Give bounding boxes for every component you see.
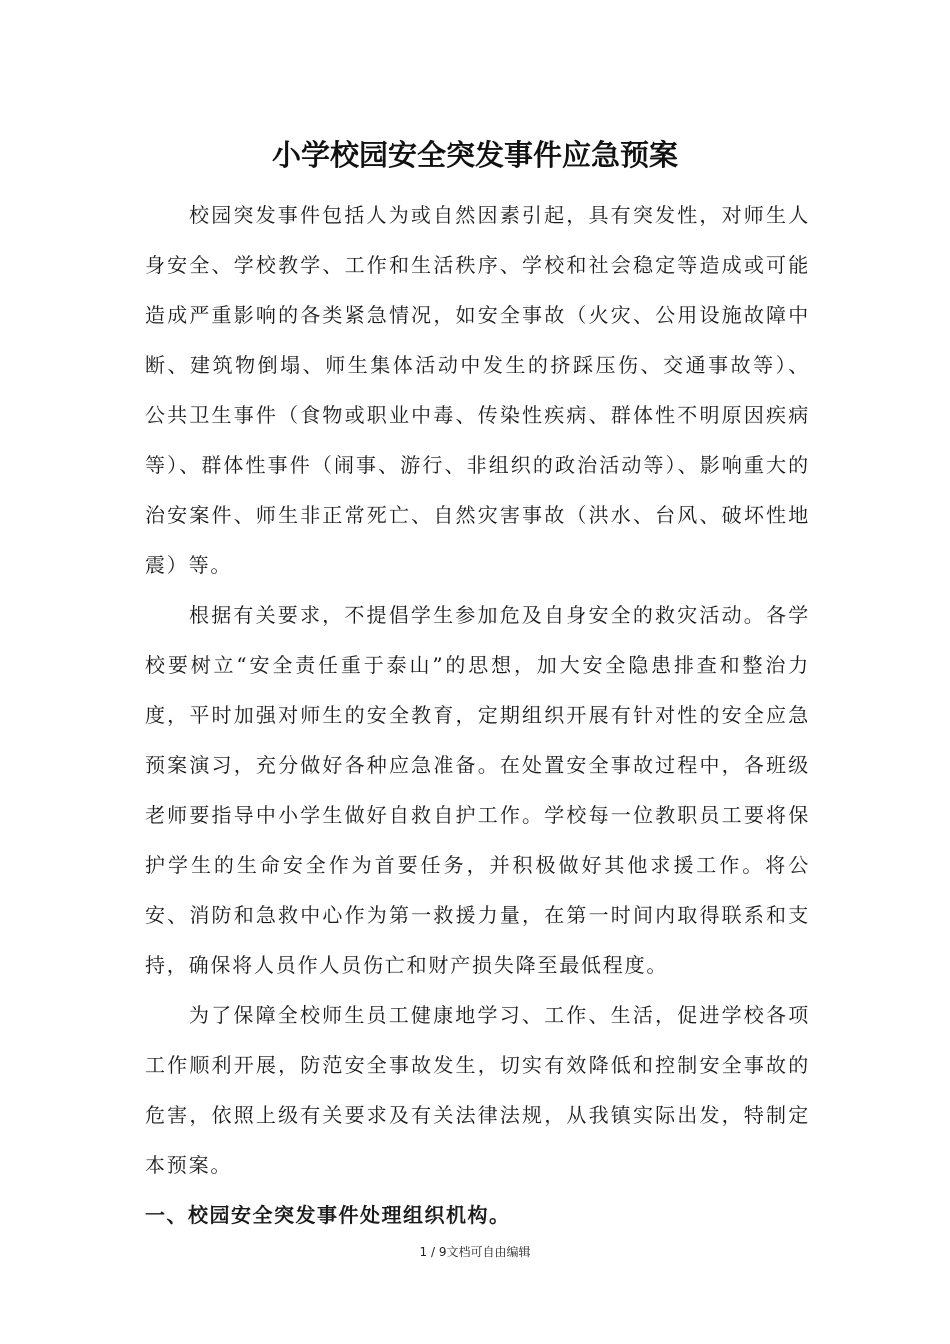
paragraph-requirements: 根据有关要求，不提倡学生参加危及自身安全的救灾活动。各学校要树立“安全责任重于泰山”的思想，加大安全隐患排查和整治力度，平时加强对师生的安全教育，定期组织开展有针对性的安全应急预案演习，充分做好各种应急准备。在处置安全事故过程中，各班级老师要指导中小学生做好自救自护工作。学校每一位教职员工要将保护学生的生命安全作为首要任务，并积极做好其他求援工作。将公安、消防和急救中心作为第一救援力量，在第一时间内取得联系和支持，确保将人员作人员伤亡和财产损失降至最低程度。	[145, 603, 810, 977]
document-title: 小学校园安全突发事件应急预案	[271, 138, 678, 172]
document-body	[145, 190, 810, 1240]
section-heading: 一、校园安全突发事件处理组织机构。	[145, 1203, 511, 1227]
paragraph-purpose: 为了保障全校师生员工健康地学习、工作、生活，促进学校各项工作顺利开展，防范安全事故发生，切实有效降低和控制安全事故的危害，依照上级有关要求及有关法律法规，从我镇实际出发，特制定本预案。	[145, 1003, 810, 1177]
page-footer: 1 / 9文档可自由编辑	[419, 1245, 531, 1259]
paragraph-intro: 校园突发事件包括人为或自然因素引起，具有突发性，对师生人身安全、学校教学、工作和生活秩序、学校和社会稳定等造成或可能造成严重影响的各类紧急情况，如安全事故（火灾、公用设施故障中断、建筑物倒塌、师生集体活动中发生的挤踩压伤、交通事故等）、公共卫生事件（食物或职业中毒、传染性疾病、群体性不明原因疾病等）、群体性事件（闹事、游行、非组织的政治活动等）、影响重大的治安案件、师生非正常死亡、自然灾害事故（洪水、台风、破坏性地震）等。	[145, 203, 810, 577]
